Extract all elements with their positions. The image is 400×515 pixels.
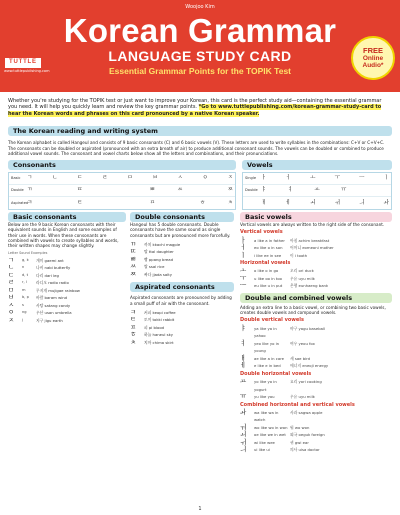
list-item[interactable] (240, 244, 392, 252)
consonants-row-double (9, 185, 235, 197)
letter: ㅊ (130, 337, 137, 346)
letter: ㄷ (8, 270, 15, 279)
example: 사탕 satang candy (36, 302, 71, 308)
sound: ui like ui (254, 447, 270, 453)
example: 우산 usan umbrella (36, 310, 72, 316)
cell: ㅁ (127, 175, 133, 182)
letter: ㄸ (130, 247, 137, 256)
cell: ㄱ (27, 175, 33, 182)
letter: ㅁ (8, 285, 15, 294)
sound: wi like wee (254, 439, 275, 445)
cell: ㅣ (383, 175, 389, 182)
list-item[interactable] (240, 446, 392, 454)
sound: g, k (22, 257, 29, 262)
basic-vowels-body: Vertical vowels are always written to the right side of the consonant. (240, 222, 385, 227)
consonants-heading: Consonants (8, 160, 236, 170)
cell: ㅅ (177, 175, 183, 182)
cell: ㅘ (383, 199, 389, 206)
reading-section-body: The Korean alphabet is called Hangeul and consists of 9 basic consonants (C) and 6 basic vowels (V). These letters are used to write syllables in the combinations: C+V or C+V+C. The consonants can be doubled or aspirated (pronounced with an extra breath of air) to produce additional consonant sounds. The vowels can be doubled or combined to produce additional vowel sounds. The consonant and vowel charts below show all the letters and combinations, and their pronunciations. (8, 140, 385, 156)
sound: b, p (22, 295, 29, 300)
double-consonants-column (130, 222, 234, 346)
example: 라디오 radio radio (36, 280, 69, 286)
aspirated-consonants-body: Aspirated consonants are pronounced by adding a small puff of air with the consonant. (130, 295, 232, 306)
cell: ㅊ (227, 199, 233, 206)
card-subtitle: LANGUAGE STUDY CARD (108, 48, 292, 64)
list-item[interactable] (240, 424, 392, 432)
letter: ㅌ (130, 315, 137, 324)
example: 짜다 jjada salty (144, 271, 173, 277)
combined-vowels-list (240, 409, 392, 454)
list-item[interactable] (8, 309, 126, 317)
list-item[interactable] (130, 271, 234, 279)
example: 에너지 eneoji energy (290, 363, 329, 369)
list-item[interactable] (130, 316, 234, 324)
row-label: Basic (11, 176, 21, 181)
col-examples-label: Examples (30, 251, 48, 256)
combined-vowels-label: Combined horizontal and vertical vowels (240, 401, 355, 408)
sound: r, l (22, 280, 27, 285)
audio-link-highlight[interactable]: *Go to www.tuttlepublishing.com/korean-grammar-study-card to hear the Korean words and phrases on this card pronounced by a native Korean speaker. (8, 104, 382, 117)
example: 치마 chima skirt (144, 339, 174, 345)
basic-consonants-body: Below are the 9 basic Korean consonants with their equivalent sounds in English and some examples of their use in words. When these consonants are combined with vowels to create syllables and words, their written shapes may change slightly. (8, 222, 119, 249)
letter: ㅂ (8, 293, 15, 302)
example: 새 sae bird (290, 355, 311, 361)
letter: ㅔ (240, 361, 247, 370)
list-item[interactable] (240, 393, 392, 401)
double-consonants-list (130, 241, 234, 279)
badge-line-3: Audio* (362, 62, 384, 70)
sound: ng (22, 310, 27, 315)
basic-consonants-heading: Basic consonants (8, 212, 126, 222)
list-item[interactable] (240, 340, 392, 355)
letter: ㅠ (240, 392, 247, 401)
example: 은행 eunhaeng bank (290, 283, 329, 289)
row-label: Double (245, 188, 258, 193)
list-item[interactable] (240, 252, 392, 260)
example: 이 i tooth (290, 252, 308, 258)
basic-consonants-list (8, 257, 126, 325)
letter: ㅢ (240, 445, 247, 454)
list-item[interactable] (240, 431, 392, 439)
list-item[interactable] (130, 263, 234, 271)
double-consonants-heading: Double consonants (130, 212, 234, 222)
vowels-row-single (243, 173, 391, 185)
publisher-url[interactable]: www.tuttlepublishing.com (4, 69, 50, 73)
letter: ㅏ (240, 235, 247, 244)
sound: eo like o in son (254, 245, 283, 251)
list-item[interactable] (240, 275, 392, 283)
example: 워 wo won (290, 424, 310, 430)
horizontal-vowels-label: Horizontal vowels (240, 260, 291, 267)
cell: ㅜ (334, 175, 340, 182)
double-horizontal-label: Double horizontal vowels (240, 370, 312, 377)
double-vertical-label: Double vertical vowels (240, 317, 304, 324)
example: 귀 gwi ear (290, 439, 309, 445)
sound: i like ee in see (254, 252, 282, 258)
cell: ㅈ (227, 175, 233, 182)
sound: ae like a in care (254, 355, 285, 361)
example: 우유 uyu milk (290, 275, 315, 281)
sound: u like oo in too (254, 275, 282, 281)
cell: ㅔ (285, 199, 291, 206)
list-item[interactable] (130, 324, 234, 332)
cell: ㅂ (152, 175, 158, 182)
intro-paragraph (8, 98, 392, 117)
example: 까치 kkachi magpie (144, 241, 181, 247)
vowels-table (242, 172, 392, 210)
example: 어머니 eomeoni mother (290, 245, 334, 251)
cell: ㄹ (102, 175, 108, 182)
double-vowels-heading: Double and combined vowels (240, 293, 392, 303)
page-number: 1 (198, 506, 202, 512)
letter: ㅘ (240, 407, 247, 416)
letter: ㄴ (8, 263, 15, 272)
list-item[interactable] (130, 309, 234, 317)
example: 나비 nabi butterfly (36, 265, 71, 271)
vertical-vowels-label: Vertical vowels (240, 229, 283, 236)
letter: ㅋ (130, 307, 137, 316)
list-item[interactable] (240, 267, 392, 275)
list-item[interactable] (130, 248, 234, 256)
list-item[interactable] (130, 331, 234, 339)
cell: ㅐ (261, 199, 267, 206)
author-name: Woojoo Kim (185, 4, 215, 10)
sound: wa like wa in watch (254, 409, 279, 423)
list-item[interactable] (240, 439, 392, 447)
cell: ㅑ (261, 187, 267, 194)
cell: ㅕ (287, 187, 293, 194)
letter: ㅆ (130, 262, 137, 271)
badge-line-2: Online (362, 54, 384, 62)
letter: ㅃ (130, 254, 137, 263)
example: 지구 jigu earth (36, 317, 63, 323)
example: 토끼 tokki rabbit (144, 317, 175, 323)
cell: ㅌ (77, 199, 83, 206)
sound: yeo like yo in young (254, 340, 280, 354)
example: 빵 ppang bread (144, 256, 174, 262)
cell: ㅍ (149, 199, 156, 206)
cell: ㅎ (199, 199, 206, 206)
sound: a like a in father (254, 237, 285, 243)
sound: m (22, 287, 26, 292)
letter: ㅎ (130, 330, 137, 339)
reading-section-heading: The Korean reading and writing system (8, 126, 392, 136)
consonants-row-aspirated (9, 197, 235, 209)
free-audio-badge (351, 36, 395, 80)
card-title: Korean Grammar (63, 12, 337, 49)
vowels-column (240, 222, 392, 454)
sound: j (22, 317, 23, 322)
letter: ㅚ (240, 430, 247, 439)
badge-line-1: FREE (362, 45, 383, 55)
cell: ㅚ (310, 199, 316, 206)
list-item[interactable] (8, 317, 126, 325)
example: 사과 sagwa apple (290, 409, 323, 415)
sound: yo like yo in yogurt (254, 379, 277, 392)
basic-vowels-heading: Basic vowels (240, 212, 392, 222)
horizontal-vowels-list (240, 267, 392, 290)
sound: o like o in go (254, 268, 279, 274)
list-item[interactable] (8, 279, 126, 287)
cell: ㄴ (52, 175, 58, 182)
example: 요리 yori cooking (290, 379, 322, 385)
cell: ㅓ (285, 175, 291, 182)
example: 하늘 haneul sky (144, 332, 173, 338)
sound: n (22, 265, 25, 270)
list-item[interactable] (130, 339, 234, 347)
letter: ㅡ (240, 281, 247, 290)
list-item[interactable] (8, 294, 126, 302)
list-item[interactable] (240, 325, 392, 340)
letter: ㅓ (240, 243, 247, 252)
vowels-row-combined (243, 197, 391, 209)
row-label: Single (245, 176, 257, 181)
list-item[interactable] (240, 378, 392, 393)
list-item[interactable] (8, 257, 126, 265)
list-item[interactable] (8, 287, 126, 295)
list-item[interactable] (130, 256, 234, 264)
example: 아침 achim breakfast (290, 237, 330, 243)
cell: ㅇ (202, 175, 208, 182)
vertical-vowels-list (240, 237, 392, 260)
cell: ㅃ (149, 187, 156, 194)
list-item[interactable] (8, 302, 126, 310)
list-item[interactable] (8, 264, 126, 272)
example: 야구 yagu baseball (290, 325, 326, 331)
cell: ㅡ (359, 175, 365, 182)
example: 딸 ttal daughter (144, 249, 174, 255)
cell: ㅗ (310, 175, 316, 182)
card-tagline: Essential Grammar Points for the TOPIK Test (108, 66, 291, 76)
cell: ㅟ (334, 199, 340, 206)
cell: ㄷ (77, 175, 83, 182)
list-item[interactable] (130, 241, 234, 249)
example: 피 pi blood (144, 324, 165, 330)
basic-consonants-column (8, 222, 126, 324)
sound: wo like wo in won (254, 424, 288, 430)
cell: ㅏ (261, 175, 267, 182)
list-item[interactable] (240, 355, 392, 363)
list-item[interactable] (240, 362, 392, 370)
letter: ㅗ (240, 266, 247, 275)
cell: ㅛ (314, 187, 320, 194)
cell: ㅋ (27, 199, 33, 206)
letter: ㅣ (240, 250, 247, 259)
header-banner (0, 0, 400, 92)
cell: ㄸ (77, 187, 83, 194)
sound: oe like we in wet (254, 432, 286, 438)
sound: e like e in bed (254, 363, 281, 369)
letter: ㅑ (240, 323, 247, 332)
consonants-row-basic (9, 173, 235, 185)
aspirated-consonants-heading: Aspirated consonants (130, 282, 234, 292)
row-label: Aspirated (11, 200, 29, 205)
consonants-table (8, 172, 236, 210)
list-item[interactable] (240, 282, 392, 290)
example: 외국 oeguk foreign (290, 432, 325, 438)
cell: ㅠ (340, 187, 347, 194)
col-letter-label: Letter (8, 251, 19, 256)
example: 커피 keopi coffee (144, 309, 176, 315)
letter: ㅕ (240, 338, 247, 347)
list-item[interactable] (8, 272, 126, 280)
sound: eu like u in put (254, 283, 283, 289)
cell: ㄲ (27, 187, 33, 194)
example: 쌀 ssal rice (144, 264, 165, 270)
letter: ㅝ (240, 422, 247, 431)
vowels-heading: Vowels (242, 160, 392, 170)
letter: ㅜ (240, 273, 247, 282)
example: 다리 dari leg (36, 272, 59, 278)
example: 오리 ori duck (290, 268, 314, 274)
vowels-row-double (243, 185, 391, 197)
example: 의사 uisa doctor (290, 447, 320, 453)
example: 바람 baram wind (36, 295, 68, 301)
letter: ㅈ (8, 315, 15, 324)
cell: ㅉ (227, 187, 233, 194)
list-item[interactable] (240, 237, 392, 245)
intro-text: Whether you're studying for the TOPIK test or just want to improve your Korean, this card is the perfect study aid—containing the essential grammar you need. It will help you quickly learn and review the key grammar points. (8, 98, 382, 111)
letter: ㅇ (8, 308, 15, 317)
aspirated-consonants-list (130, 309, 234, 347)
sound: d, t (22, 272, 28, 277)
sound: ya like ya in yahoo (254, 325, 277, 339)
letter: ㄹ (8, 278, 15, 287)
example: 개미 gaemi ant (36, 257, 64, 263)
letter: ㄲ (130, 239, 137, 248)
letter: ㅉ (130, 269, 137, 278)
letter: ㅐ (240, 353, 247, 362)
publisher-logo: TUTTLE (5, 58, 41, 68)
example: 무지개 mujigae rainbow (36, 287, 80, 293)
example: 우유 uyu milk (290, 394, 315, 400)
letter: ㅟ (240, 437, 247, 446)
letter: ㅅ (8, 300, 15, 309)
sound: yu like you (254, 394, 275, 400)
letter: ㅛ (240, 377, 247, 386)
row-label: Double (11, 188, 24, 193)
cell: ㅆ (177, 187, 183, 194)
sound: s (22, 302, 24, 307)
double-consonants-body: Hangeul has 5 double consonants. Double consonants have the same sound as single consonants but are pronounced more forcefully. (130, 222, 231, 238)
letter: ㄱ (8, 255, 15, 264)
double-vowels-list (240, 325, 392, 370)
double-vowels-body: Adding an extra line to a basic vowel, or combining two basic vowels, creates double vowels and compound vowels. (240, 304, 386, 316)
col-sound-label: Sound (19, 251, 30, 256)
letter: ㅍ (130, 322, 137, 331)
cell: ㅢ (359, 199, 365, 206)
example: 여우 yeou fox (290, 340, 315, 346)
double-horizontal-list (240, 378, 392, 401)
list-item[interactable] (240, 409, 392, 424)
